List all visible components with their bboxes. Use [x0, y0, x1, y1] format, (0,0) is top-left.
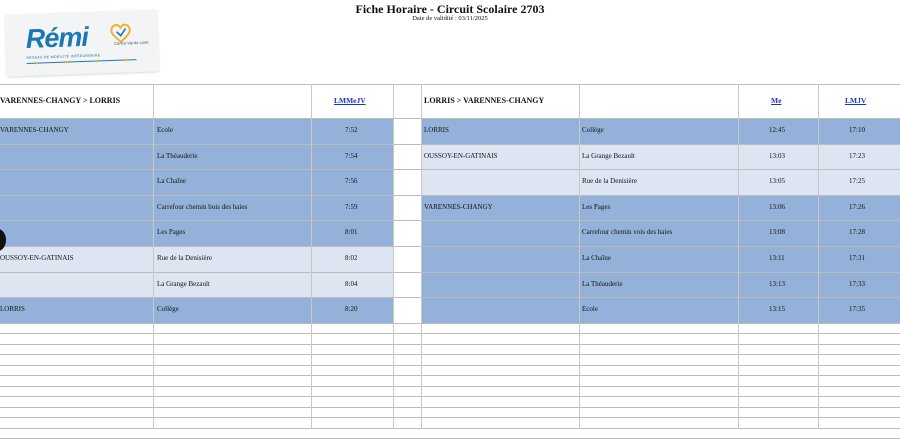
- right-time-me: 13:08: [769, 228, 785, 237]
- grid-column-rule: [421, 84, 422, 429]
- right-time-lmjv: 17:25: [849, 177, 865, 186]
- grid-rule: [0, 333, 900, 334]
- right-time-lmjv: 17:10: [849, 126, 865, 134]
- grid-rule: [0, 220, 900, 221]
- left-stop: Rue de la Denisière: [157, 254, 213, 262]
- left-time: 7:59: [345, 202, 358, 211]
- left-commune: VARENNES-CHANGY: [0, 126, 69, 134]
- right-time-me: 12:45: [769, 126, 785, 134]
- right-stop: Les Pages: [582, 202, 611, 211]
- grid-rule: [0, 417, 900, 418]
- right-group-band: [421, 118, 900, 144]
- grid-column-rule: [393, 84, 394, 429]
- grid-rule: [0, 144, 900, 145]
- right-stop: La Théauderie: [582, 279, 623, 288]
- grid-rule: [0, 195, 900, 196]
- left-time: 8:01: [345, 228, 358, 237]
- left-table-title: VARENNES-CHANGY > LORRIS: [0, 96, 121, 105]
- left-stop: La Grange Bezault: [157, 279, 210, 288]
- grid-column-rule: [738, 84, 739, 429]
- left-time: 8:20: [345, 305, 358, 314]
- right-time-lmjv: 17:35: [849, 305, 865, 314]
- right-stop: Carrefour chemin vois des haies: [582, 228, 673, 237]
- left-time: 8:04: [345, 279, 358, 288]
- left-stop: Carrefour chemin bois des haies: [157, 202, 248, 211]
- left-commune: OUSSOY-EN-GATINAIS: [0, 254, 74, 262]
- right-stop: Collège: [582, 126, 604, 134]
- left-time: 8:02: [345, 254, 358, 262]
- logo-subtitle: RÉSEAU DE MOBILITÉ INTERURBAINE: [26, 53, 101, 60]
- grid-rule: [0, 169, 900, 170]
- grid-rule: [0, 323, 900, 324]
- grid-column-rule: [579, 84, 580, 429]
- grid-rule: [0, 84, 900, 85]
- left-days-header: LMMeJV: [334, 96, 366, 105]
- right-stop: Rue de la Denisière: [582, 177, 638, 186]
- grid-column-rule: [153, 84, 154, 429]
- grid-rule: [0, 375, 900, 376]
- left-stop: Ecole: [157, 126, 173, 134]
- left-group-band: [0, 297, 393, 323]
- right-time-me: 13:15: [769, 305, 785, 314]
- right-time-lmjv: 17:28: [849, 228, 865, 237]
- right-commune: VARENNES-CHANGY: [424, 202, 493, 211]
- page-title: Fiche Horaire - Circuit Scolaire 2703: [355, 2, 545, 16]
- right-time-me: 13:05: [769, 177, 785, 186]
- grid-rule: [0, 272, 900, 273]
- grid-rule: [0, 118, 900, 119]
- grid-column-rule: [311, 84, 312, 429]
- right-stop: Ecole: [582, 305, 598, 314]
- left-stop: La Théauderie: [157, 151, 198, 160]
- validity-date: Date de validité : 03/11/2025: [412, 15, 488, 22]
- right-time-me: 13:13: [769, 279, 785, 288]
- right-time-me: 13:06: [769, 202, 785, 211]
- left-group-band: [0, 118, 393, 246]
- right-time-lmjv: 17:33: [849, 279, 865, 288]
- grid-rule: [0, 407, 900, 408]
- left-stop: Collège: [157, 305, 179, 314]
- right-stop: La Grange Bezault: [582, 151, 635, 160]
- grid-rule: [0, 354, 900, 355]
- right-time-lmjv: 17:26: [849, 202, 865, 211]
- right-time-me: 13:03: [769, 151, 785, 160]
- right-commune: OUSSOY-EN-GATINAIS: [424, 151, 498, 160]
- grid-rule: [0, 396, 900, 397]
- logo-word: Rémi: [25, 21, 89, 54]
- logo-tagline: Centre-Val de Loire: [113, 39, 149, 46]
- right-stop: La Chaîne: [582, 254, 611, 262]
- grid-rule: [0, 297, 900, 298]
- right-time-lmjv: 17:31: [849, 254, 865, 262]
- left-stop: Les Pages: [157, 228, 186, 237]
- grid-column-rule: [818, 84, 819, 429]
- grid-rule: [0, 344, 900, 345]
- left-time: 7:56: [345, 177, 358, 186]
- right-time-lmjv: 17:23: [849, 151, 865, 160]
- right-table-title: LORRIS > VARENNES-CHANGY: [424, 96, 545, 105]
- right-days-header-2: LMJV: [845, 96, 867, 105]
- left-commune: LORRIS: [0, 305, 25, 314]
- grid-rule: [0, 246, 900, 247]
- right-group-band: [421, 195, 900, 323]
- right-time-me: 13:11: [769, 254, 785, 262]
- left-time: 7:52: [345, 126, 358, 134]
- grid-rule: [0, 386, 900, 387]
- left-time: 7:54: [345, 151, 358, 160]
- left-stop: La Chaîne: [157, 177, 186, 186]
- right-commune: LORRIS: [424, 126, 449, 134]
- grid-rule: [0, 365, 900, 366]
- right-days-header-1: Me: [771, 96, 782, 105]
